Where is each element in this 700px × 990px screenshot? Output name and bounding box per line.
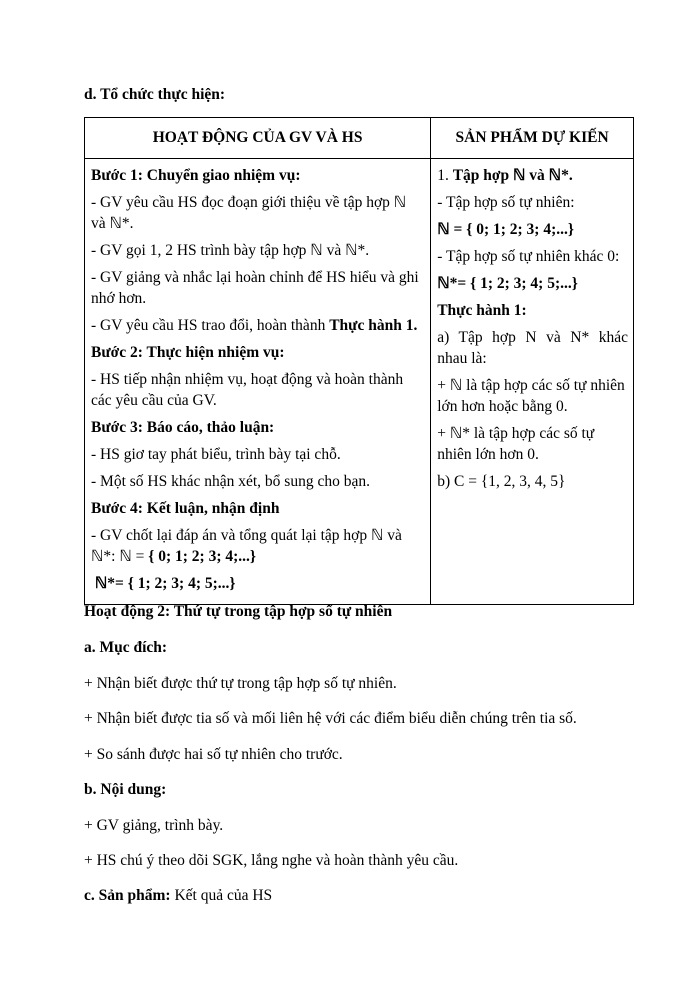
step3-title: Bước 3: Báo cáo, thảo luận: xyxy=(91,419,275,436)
header-products: SẢN PHẨM DỰ KIẾN xyxy=(431,118,634,159)
header-activities: HOẠT ĐỘNG CỦA GV VÀ HS xyxy=(85,118,431,159)
step4-title: Bước 4: Kết luận, nhận định xyxy=(91,500,280,517)
activity2-heading: Hoạt động 2: Thứ tự trong tập hợp số tự nhiên xyxy=(84,603,393,620)
activities-cell xyxy=(85,159,431,605)
practice-b: b) C = {1, 2, 3, 4, 5} xyxy=(437,473,566,490)
practice-a: a) Tập hợp N và N* khác nhau là: xyxy=(437,329,628,367)
step4-line2: ℕ*= { 1; 2; 3; 4; 5;...} xyxy=(91,575,236,592)
purpose-item: + Nhận biết được thứ tự trong tập hợp số tự nhiên. xyxy=(84,675,397,692)
product-title-bold: Tập hợp ℕ và ℕ*. xyxy=(452,167,573,184)
section-a-heading: a. Mục đích: xyxy=(84,639,168,656)
step4-line1-bold: { 0; 1; 2; 3; 4;...} xyxy=(148,548,257,565)
product-line3: - Tập hợp số tự nhiên khác 0: xyxy=(437,248,620,265)
step1-line3: - GV giảng và nhắc lại hoàn chỉnh để HS hiểu và ghi nhớ hơn. xyxy=(91,269,419,307)
purpose-item: + So sánh được hai số tự nhiên cho trước. xyxy=(84,746,343,763)
product-title-num: 1. xyxy=(437,167,453,184)
section-c-label: c. Sản phẩm: xyxy=(84,887,171,904)
practice-a1: + ℕ là tập hợp các số tự nhiên lớn hơn hoặc bằng 0. xyxy=(437,377,625,415)
step1-line4-text: - GV yêu cầu HS trao đổi, hoàn thành xyxy=(91,317,330,334)
practice-title: Thực hành 1: xyxy=(437,302,527,319)
product-line2: ℕ = { 0; 1; 2; 3; 4;...} xyxy=(437,221,574,238)
step4-line1-text: - GV chốt lại đáp án và tổng quát lại tập hợp ℕ và ℕ*: ℕ = xyxy=(91,527,402,565)
step3-line2: - Một số HS khác nhận xét, bổ sung cho bạn. xyxy=(91,473,370,490)
products-cell xyxy=(431,159,634,605)
step1-line2: - GV gọi 1, 2 HS trình bày tập hợp ℕ và ℕ*. xyxy=(91,242,370,259)
practice-a2: + ℕ* là tập hợp các số tự nhiên lớn hơn 0. xyxy=(437,425,595,463)
product-line4: ℕ*= { 1; 2; 3; 4; 5;...} xyxy=(437,275,578,292)
section-c-text: Kết quả của HS xyxy=(170,887,273,904)
product-title xyxy=(437,165,628,186)
product-line1: - Tập hợp số tự nhiên: xyxy=(437,194,575,211)
step4-line1 xyxy=(91,525,424,567)
step1-title: Bước 1: Chuyển giao nhiệm vụ: xyxy=(91,167,301,184)
section-c-line xyxy=(84,887,272,905)
activity-table xyxy=(84,117,634,605)
section-b-heading: b. Nội dung: xyxy=(84,781,167,798)
content-item: + HS chú ý theo dõi SGK, lắng nghe và hoàn thành yêu cầu. xyxy=(84,852,459,869)
step1-line1: - GV yêu cầu HS đọc đoạn giới thiệu về tập hợp ℕ và ℕ*. xyxy=(91,194,407,232)
table-header-row xyxy=(85,118,634,159)
content-item: + GV giảng, trình bày. xyxy=(84,817,224,834)
step1-line4 xyxy=(91,315,424,336)
step3-line1: - HS giơ tay phát biểu, trình bày tại chỗ. xyxy=(91,446,341,463)
step2-line1: - HS tiếp nhận nhiệm vụ, hoạt động và hoàn thành các yêu cầu của GV. xyxy=(91,371,404,409)
step2-title: Bước 2: Thực hiện nhiệm vụ: xyxy=(91,344,285,361)
section-d-heading: d. Tổ chức thực hiện: xyxy=(84,86,226,103)
table-row xyxy=(85,159,634,605)
step1-line4-bold: Thực hành 1. xyxy=(329,317,418,334)
purpose-item: + Nhận biết được tia số và mối liên hệ với các điểm biểu diễn chúng trên tia số. xyxy=(84,710,577,727)
